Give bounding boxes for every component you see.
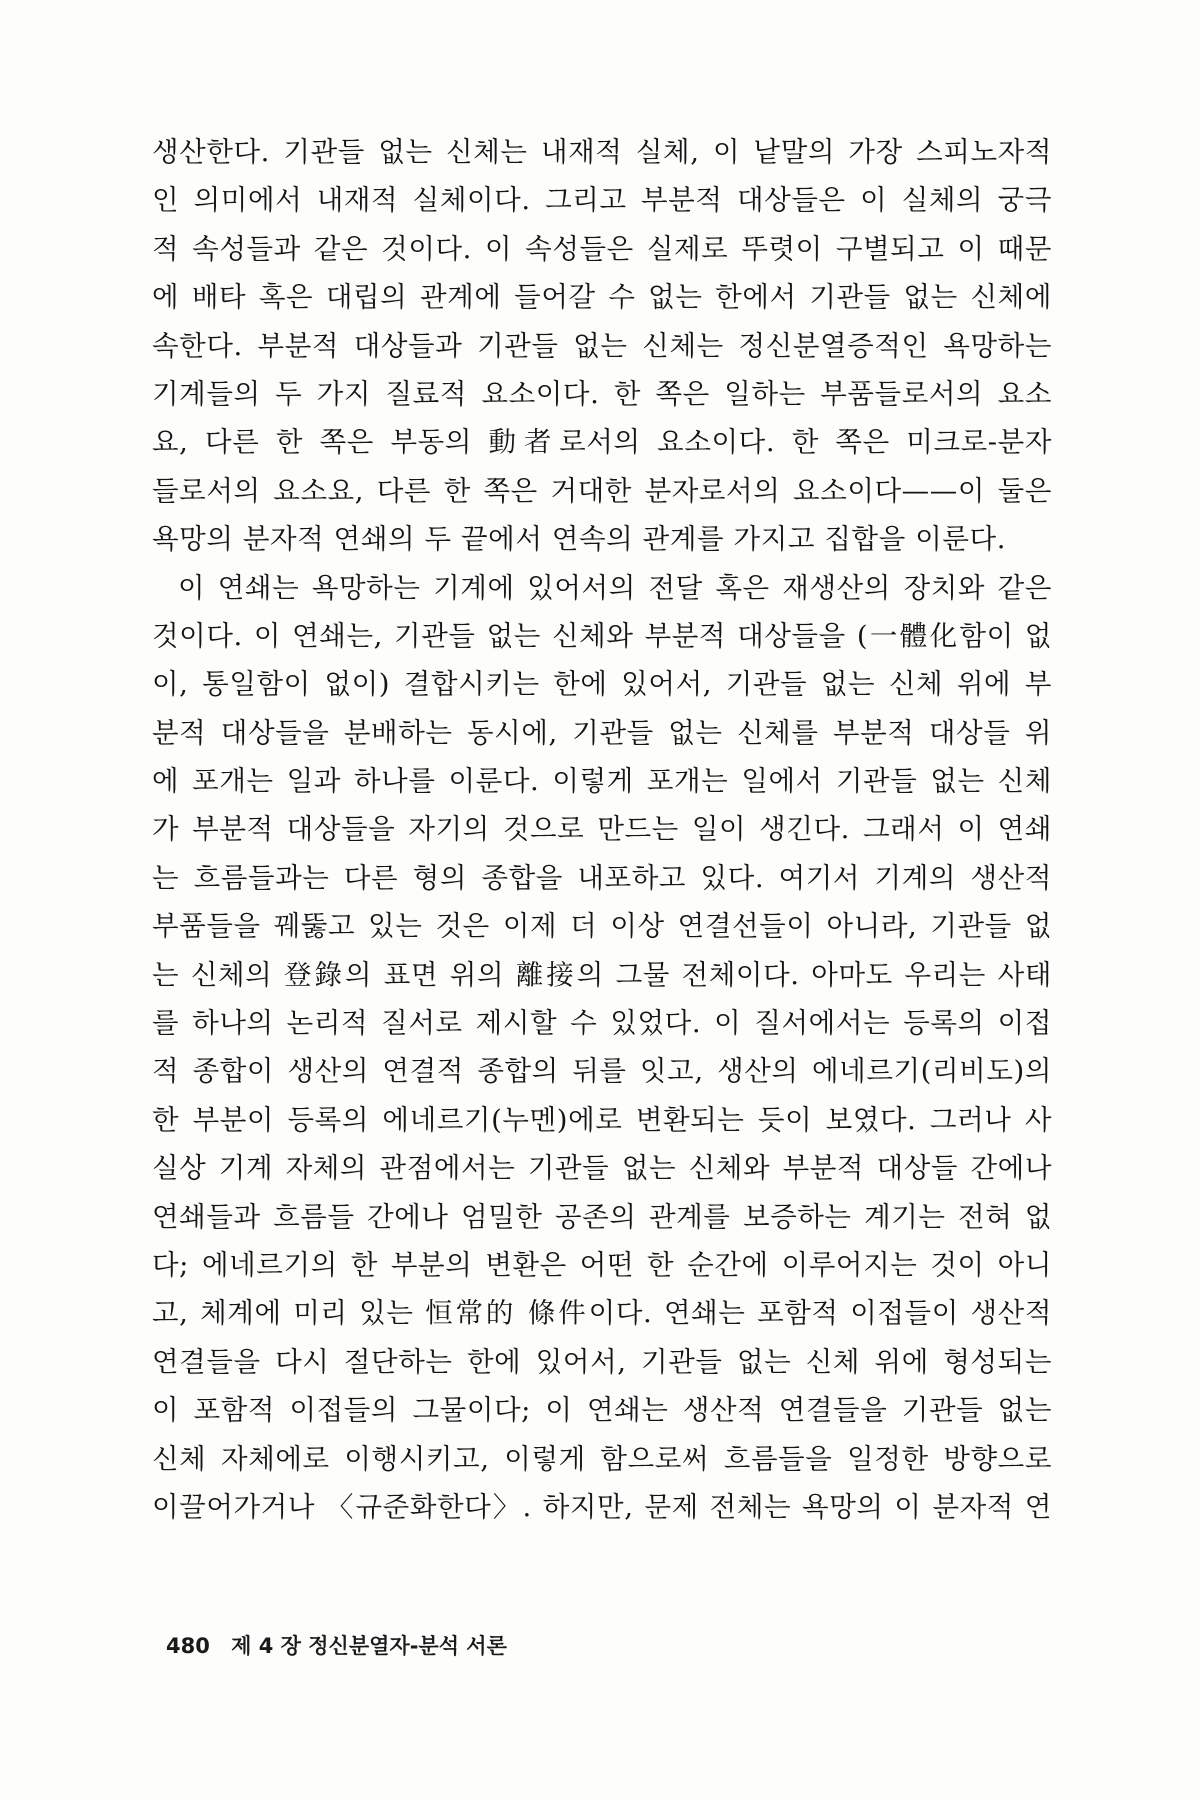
- text-line: 기계들의 두 가지 질료적 요소이다. 한 쪽은 일하는 부품들로서의 요소: [152, 377, 1052, 410]
- text-line: 가 부분적 대상들을 자기의 것으로 만드는 일이 생긴다. 그래서 이 연쇄: [152, 813, 1052, 846]
- text-line: 연결들을 다시 절단하는 한에 있어서, 기관들 없는 신체 위에 형성되는: [152, 1345, 1052, 1378]
- text-line: 다; 에네르기의 한 부분의 변환은 어떤 한 순간에 이루어지는 것이 아니: [152, 1248, 1052, 1281]
- text-line: 적 종합이 생산의 연결적 종합의 뒤를 잇고, 생산의 에네르기(리비도)의: [152, 1055, 1052, 1088]
- text-line: 연쇄들과 흐름들 간에나 엄밀한 공존의 관계를 보증하는 계기는 전혀 없: [152, 1200, 1052, 1233]
- text-line: 이 포함적 이접들의 그물이다; 이 연쇄는 생산적 연결들을 기관들 없는: [152, 1394, 1052, 1427]
- text-line: 이 연쇄는 욕망하는 기계에 있어서의 전달 혹은 재생산의 장치와 같은: [178, 571, 1052, 604]
- text-line: 실상 기계 자체의 관점에서는 기관들 없는 신체와 부분적 대상들 간에나: [152, 1152, 1052, 1185]
- running-head-chapter: 제 4 장 정신분열자-분석 서론: [231, 1634, 507, 1658]
- text-line: 는 신체의 登錄의 표면 위의 離接의 그물 전체이다. 아마도 우리는 사태: [152, 958, 1052, 991]
- text-line: 인 의미에서 내재적 실체이다. 그리고 부분적 대상들은 이 실체의 궁극: [152, 184, 1052, 217]
- text-line: 속한다. 부분적 대상들과 기관들 없는 신체는 정신분열증적인 욕망하는: [152, 329, 1052, 362]
- text-line: 분적 대상들을 분배하는 동시에, 기관들 없는 신체를 부분적 대상들 위: [152, 716, 1052, 749]
- text-line: 생산한다. 기관들 없는 신체는 내재적 실체, 이 낱말의 가장 스피노자적: [152, 136, 1052, 168]
- text-line: 한 부분이 등록의 에네르기(누멘)에로 변환되는 듯이 보였다. 그러나 사: [152, 1103, 1052, 1136]
- text-line: 것이다. 이 연쇄는, 기관들 없는 신체와 부분적 대상들을 (一體化함이 없: [152, 619, 1052, 652]
- page-number: 480: [166, 1634, 210, 1658]
- text-line: 에 배타 혹은 대립의 관계에 들어갈 수 없는 한에서 기관들 없는 신체에: [152, 281, 1052, 314]
- text-line: 를 하나의 논리적 질서로 제시할 수 있었다. 이 질서에서는 등록의 이접: [152, 1007, 1052, 1040]
- text-line: 욕망의 분자적 연쇄의 두 끝에서 연속의 관계를 가지고 집합을 이룬다.: [152, 523, 1007, 556]
- text-line: 에 포개는 일과 하나를 이룬다. 이렇게 포개는 일에서 기관들 없는 신체: [152, 765, 1052, 798]
- text-line: 부품들을 꿰뚫고 있는 것은 이제 더 이상 연결선들이 아니라, 기관들 없: [152, 910, 1052, 943]
- text-line: 고, 체계에 미리 있는 恒常的 條件이다. 연쇄는 포함적 이접들이 생산적: [152, 1297, 1052, 1330]
- text-line: 이, 통일함이 없이) 결합시키는 한에 있어서, 기관들 없는 신체 위에 부: [152, 668, 1052, 701]
- text-line: 요, 다른 한 쪽은 부동의 動者로서의 요소이다. 한 쪽은 미크로-분자: [152, 426, 1052, 459]
- text-line: 신체 자체에로 이행시키고, 이렇게 함으로써 흐름들을 일정한 방향으로: [152, 1442, 1052, 1475]
- text-line: 이끌어가거나 〈규준화한다〉. 하지만, 문제 전체는 욕망의 이 분자적 연: [152, 1490, 1052, 1523]
- text-line: 는 흐름들과는 다른 형의 종합을 내포하고 있다. 여기서 기계의 생산적: [152, 861, 1052, 894]
- text-line: 들로서의 요소요, 다른 한 쪽은 거대한 분자로서의 요소이다——이 둘은: [152, 474, 1052, 507]
- body-text: [152, 128, 1052, 1531]
- text-line: 적 속성들과 같은 것이다. 이 속성들은 실제로 뚜렷이 구별되고 이 때문: [152, 232, 1052, 265]
- page-footer: [166, 1624, 507, 1668]
